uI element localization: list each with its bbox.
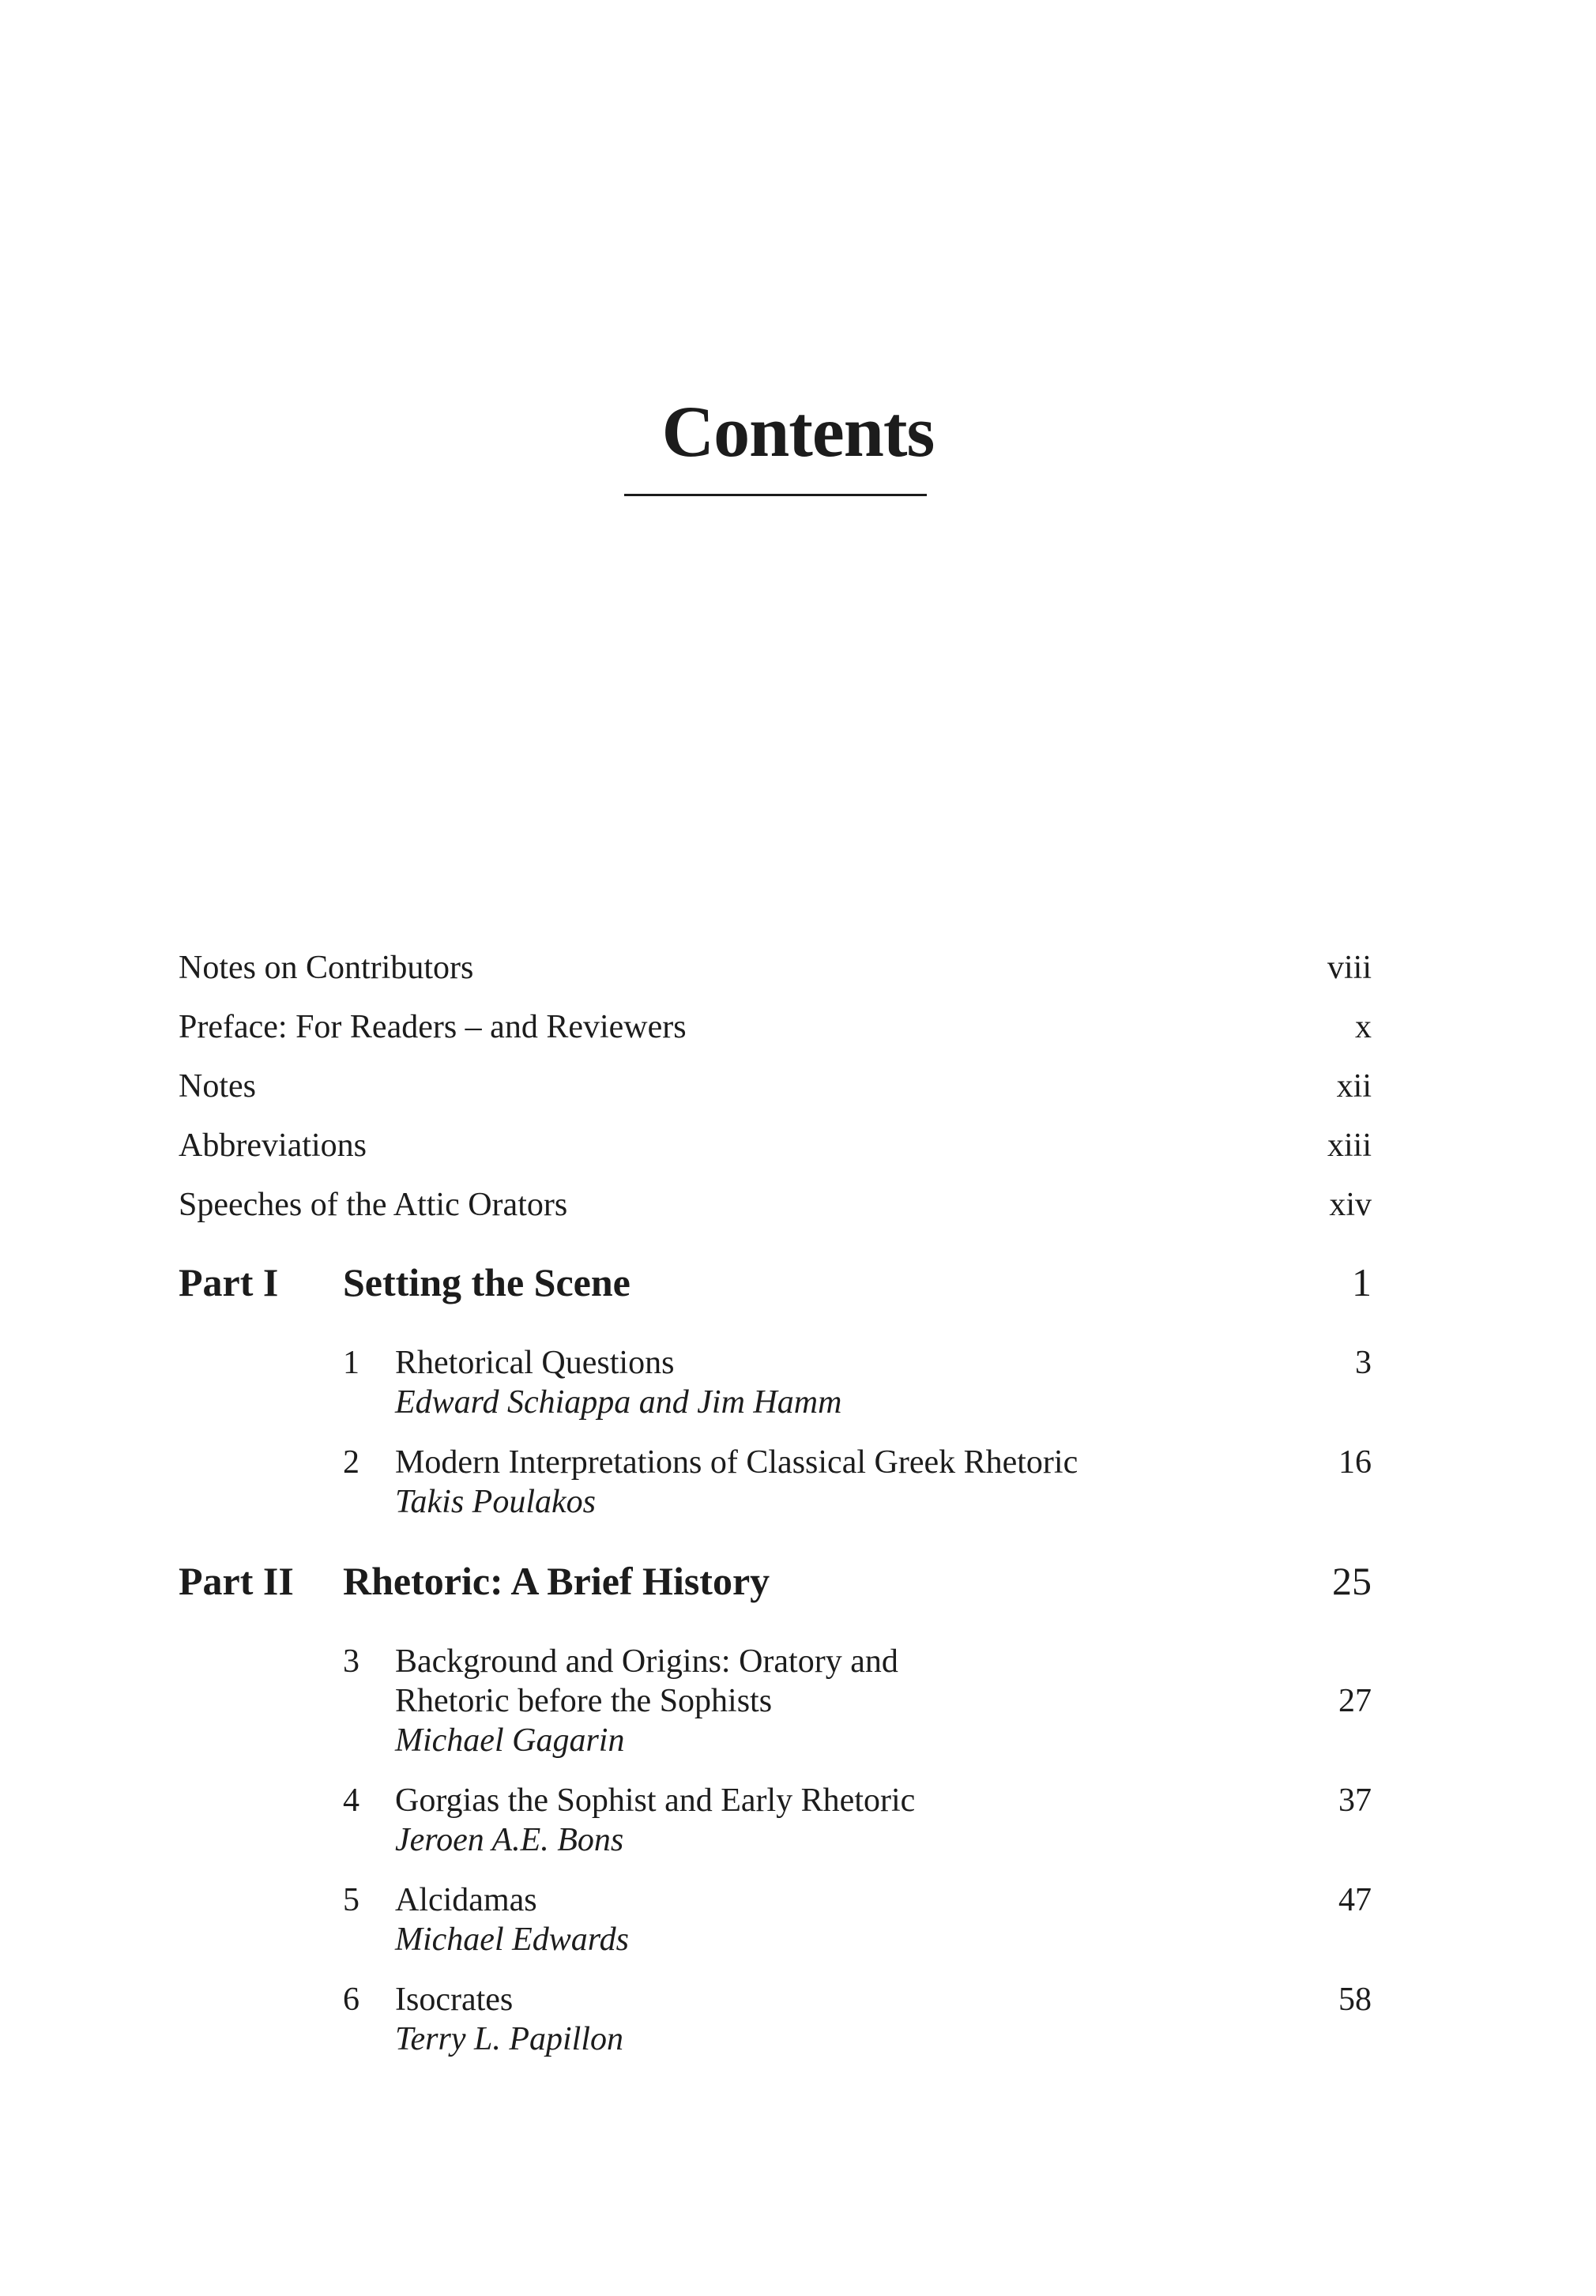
toc-entry-abbreviations[interactable] xyxy=(179,1122,1372,1169)
part-label: Part II xyxy=(179,1559,294,1603)
toc-entry-preface[interactable] xyxy=(179,1003,1372,1051)
toc-entry-page: x xyxy=(1355,1009,1372,1045)
title-rule xyxy=(624,494,927,496)
toc-entry-page: xiv xyxy=(1329,1187,1372,1223)
toc-part-1[interactable] xyxy=(179,1255,1372,1310)
toc-entry-page: viii xyxy=(1327,950,1372,986)
chapter-title: Modern Interpretations of Classical Greek Rhetoric xyxy=(395,1444,1078,1481)
part-title: Rhetoric: A Brief History xyxy=(343,1559,770,1603)
toc-chapter-6[interactable] xyxy=(179,1980,1372,2059)
chapter-page: 37 xyxy=(1338,1782,1372,1819)
toc-entry-page: xiii xyxy=(1327,1127,1372,1164)
toc-entry-label: Notes on Contributors xyxy=(179,950,474,986)
chapter-author: Edward Schiappa and Jim Hamm xyxy=(395,1384,842,1421)
chapter-title: Isocrates xyxy=(395,1982,514,2018)
toc-part-2[interactable] xyxy=(179,1553,1372,1609)
toc-chapter-2[interactable] xyxy=(179,1443,1372,1522)
chapter-page: 27 xyxy=(1338,1683,1372,1719)
chapter-title-line-1: Background and Origins: Oratory and xyxy=(395,1643,898,1680)
chapter-number: 6 xyxy=(343,1982,359,2018)
part-title: Setting the Scene xyxy=(343,1260,630,1304)
toc-entry-label: Abbreviations xyxy=(179,1127,367,1164)
toc-entry-notes[interactable] xyxy=(179,1063,1372,1110)
chapter-number: 4 xyxy=(343,1782,359,1819)
chapter-title: Alcidamas xyxy=(395,1882,537,1918)
toc-chapter-3[interactable] xyxy=(179,1642,1372,1760)
chapter-number: 3 xyxy=(343,1643,359,1680)
chapter-number: 5 xyxy=(343,1882,359,1918)
chapter-number: 2 xyxy=(343,1444,359,1481)
toc-entry-label: Notes xyxy=(179,1068,256,1105)
toc-entry-label: Preface: For Readers – and Reviewers xyxy=(179,1009,687,1045)
chapter-title-line-2: Rhetoric before the Sophists xyxy=(395,1683,773,1719)
part-label: Part I xyxy=(179,1260,279,1304)
chapter-page: 16 xyxy=(1338,1444,1372,1481)
chapter-author: Jeroen A.E. Bons xyxy=(395,1822,624,1858)
toc-entry-notes-on-contributors[interactable] xyxy=(179,944,1372,992)
toc-chapter-5[interactable] xyxy=(179,1880,1372,1959)
toc-entry-speeches[interactable] xyxy=(179,1181,1372,1229)
toc-entry-page: xii xyxy=(1336,1068,1372,1105)
chapter-title: Gorgias the Sophist and Early Rhetoric xyxy=(395,1782,916,1819)
chapter-author: Terry L. Papillon xyxy=(395,2021,623,2057)
page-title: Contents xyxy=(661,391,935,472)
chapter-author: Michael Edwards xyxy=(395,1921,629,1958)
chapter-author: Takis Poulakos xyxy=(395,1484,596,1520)
toc-chapter-1[interactable] xyxy=(179,1343,1372,1422)
chapter-author: Michael Gagarin xyxy=(395,1722,625,1759)
toc-entry-label: Speeches of the Attic Orators xyxy=(179,1187,568,1223)
chapter-page: 58 xyxy=(1338,1982,1372,2018)
toc-chapter-4[interactable] xyxy=(179,1781,1372,1860)
chapter-page: 3 xyxy=(1355,1345,1372,1381)
chapter-page: 47 xyxy=(1338,1882,1372,1918)
part-page: 1 xyxy=(1352,1260,1372,1304)
part-page: 25 xyxy=(1332,1559,1372,1603)
chapter-title: Rhetorical Questions xyxy=(395,1345,675,1381)
chapter-number: 1 xyxy=(343,1345,359,1381)
